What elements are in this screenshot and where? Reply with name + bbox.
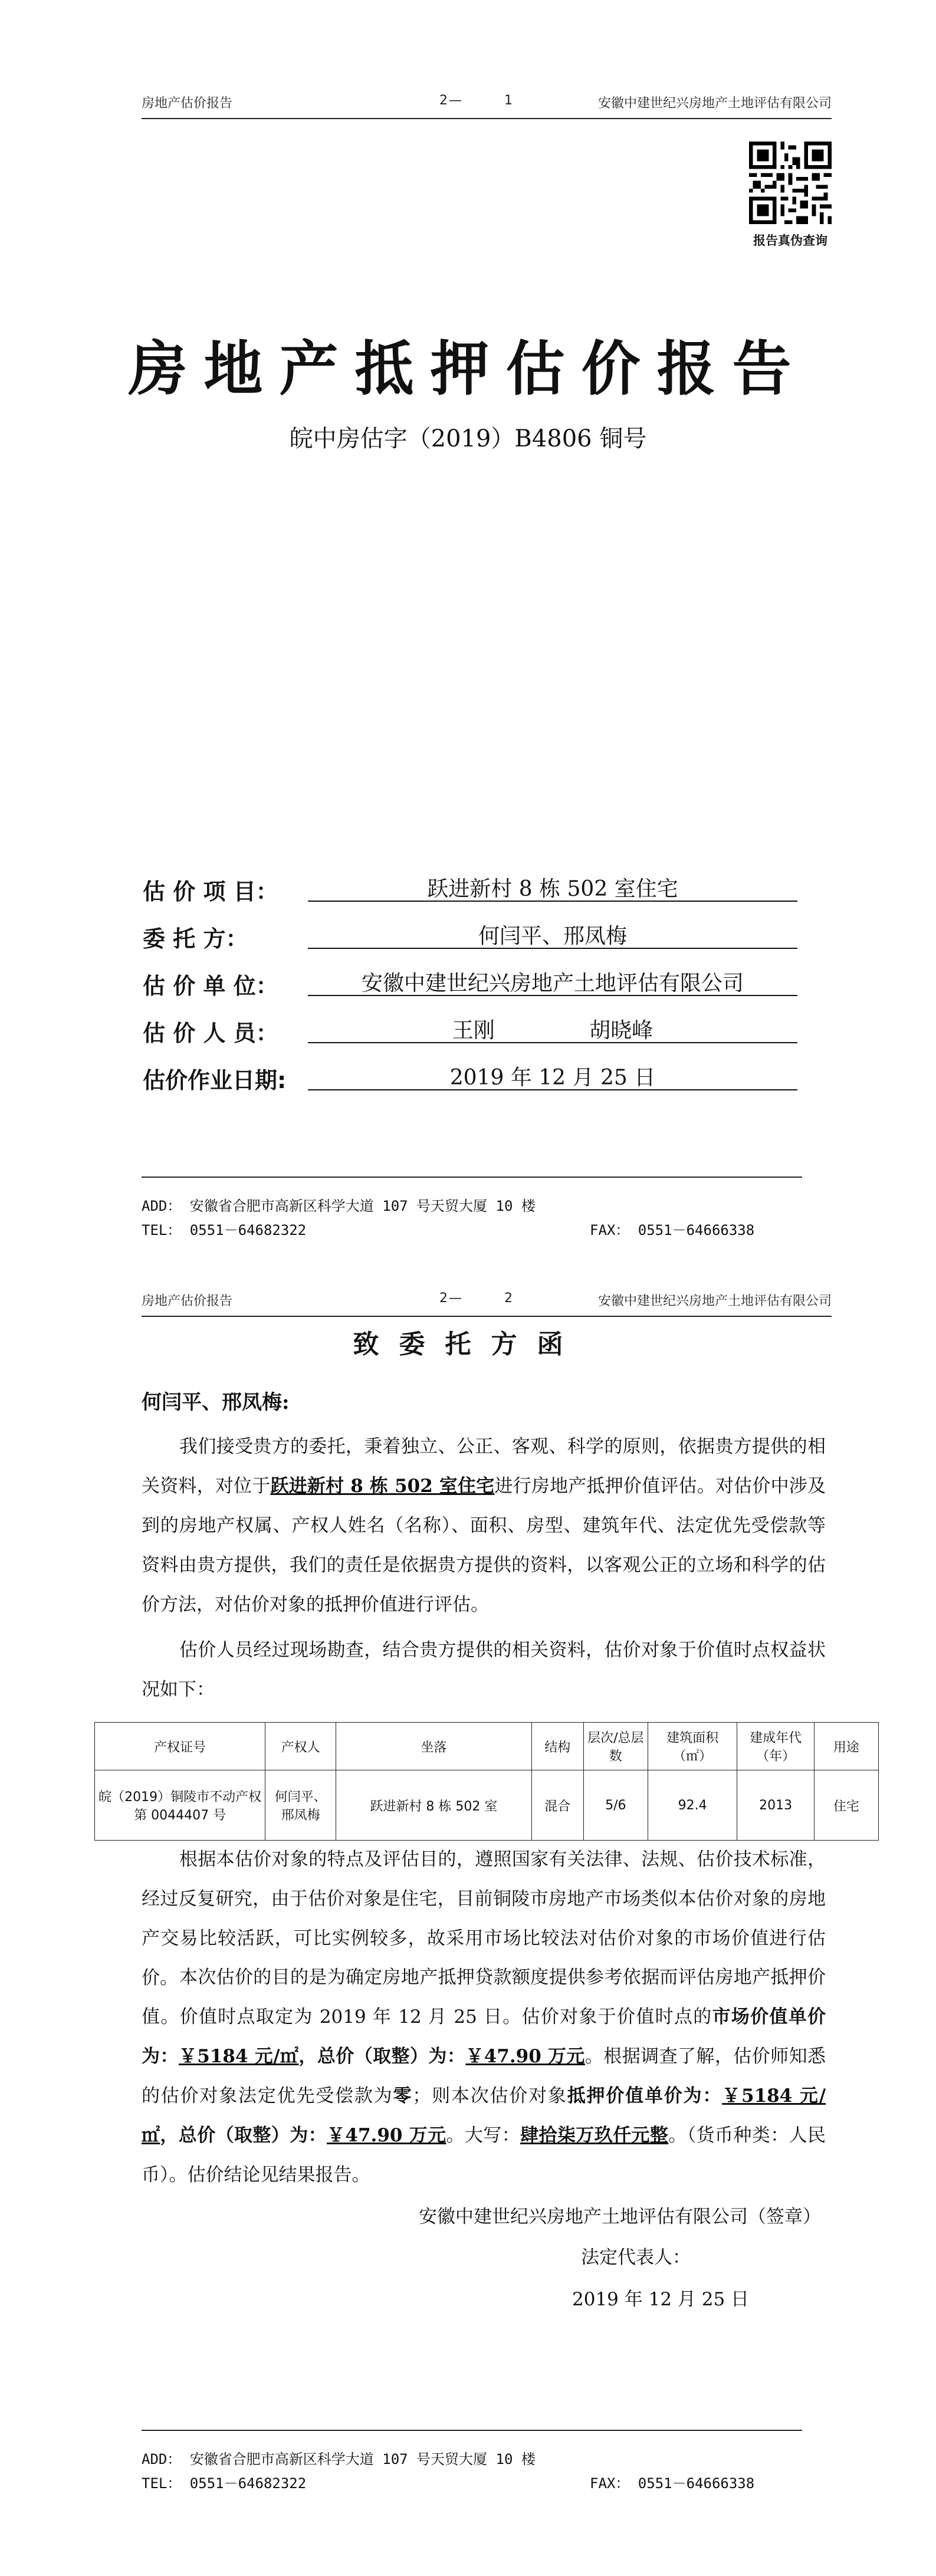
footer-fax: FAX： 0551－64666338	[590, 2475, 755, 2492]
signature-company: 安徽中建世纪兴房地产土地评估有限公司（签章）	[419, 2206, 821, 2227]
column-header: 结构	[531, 1723, 583, 1770]
info-row-project	[143, 870, 797, 905]
header-page-number: 2— 1	[439, 93, 514, 108]
info-label: 估 价 项 目：	[143, 879, 278, 905]
table-header-row	[95, 1723, 879, 1770]
info-row-appraisers	[143, 1011, 797, 1047]
footer-divider	[142, 2430, 802, 2431]
info-row-appraiser-unit	[143, 964, 797, 1000]
cell-floor: 5/6	[583, 1770, 648, 1841]
info-label: 估价作业日期:	[143, 1067, 287, 1093]
cell-location: 跃进新村 8 栋 502 室	[336, 1770, 532, 1841]
info-label: 委 托 方：	[143, 926, 248, 952]
info-row-client	[143, 917, 797, 952]
header-report-type: 房地产估价报告	[142, 96, 233, 111]
footer-address: ADD： 安徽省合肥市高新区科学大道 107 号天贸大厦 10 楼	[142, 1198, 536, 1214]
letter-page	[0, 1289, 936, 2576]
paragraph-conclusion: 本次估价的目的是为确定房地产抵押贷款额度提供参考依据而评估房地产抵押价值。价值时点取定为 2019 年 12 月 25 日。估价对象于价值时点的市场价值单价为：￥5184 元/㎡，总价（取整）为：￥47.90 万元。根据调查了解，估价师知悉的估价对象法定优先受偿款为零；则本次估价对象抵押价值单价为：￥5184 元/㎡，总价（取整）为：￥47.90 万元。大写：肆拾柒万玖仟元整。（货币种类：人民币）。估价结论见结果报告。	[142, 1967, 826, 2186]
cell-use: 住宅	[814, 1770, 878, 1841]
footer-fax: FAX： 0551－64666338	[590, 1222, 755, 1238]
paragraph-method: 根据本估价对象的特点及评估目的，遵照国家有关法律、法规、估价技术标准，经过反复研究，由于估价对象是住宅，目前铜陵市房地产市场类似本估价对象的房地产交易比较活跃，可比实例较多，故采用市场比较法对估价对象的市场价值进行估价。	[142, 1849, 826, 1989]
signature-date: 2019 年 12 月 25 日	[572, 2289, 750, 2310]
footer-tel: TEL： 0551－64682322	[142, 1222, 307, 1238]
header-report-type: 房地产估价报告	[142, 1294, 233, 1309]
cell-cert-no: 皖（2019）铜陵市不动产权第 0044407 号	[95, 1770, 265, 1841]
cell-structure: 混合	[531, 1770, 583, 1841]
column-header: 建筑面积（㎡）	[648, 1723, 737, 1770]
column-header: 产权证号	[95, 1723, 265, 1770]
cell-owner: 何闫平、邢凤梅	[265, 1770, 336, 1841]
qr-verify-label: 报告真伪查询	[753, 234, 827, 248]
table-row	[95, 1770, 879, 1841]
page-header	[142, 88, 832, 119]
info-value: 2019 年 12 月 25 日	[308, 1061, 797, 1090]
letter-title: 致委托方函	[353, 1329, 583, 1359]
footer-address: ADD： 安徽省合肥市高新区科学大道 107 号天贸大厦 10 楼	[142, 2451, 536, 2467]
column-header: 建成年代（年）	[737, 1723, 814, 1770]
info-label: 估 价 人 员：	[143, 1020, 278, 1046]
info-label: 估 价 单 位：	[143, 973, 278, 999]
footer-tel: TEL： 0551－64682322	[142, 2475, 307, 2492]
cell-area: 92.4	[648, 1770, 737, 1841]
column-header: 用途	[814, 1723, 878, 1770]
report-title: 房地产抵押估价报告	[128, 334, 808, 403]
signature-legal-rep: 法定代表人：	[581, 2247, 691, 2268]
paragraph-intro: 我们接受贵方的委托，秉着独立、公正、客观、科学的原则，依据贵方提供的相关资料，对位于跃进新村 8 栋 502 室住宅进行房地产抵押价值评估。对估价中涉及到的房地产权属、产权人姓名（名称）、面积、房型、建筑年代、法定优先受偿款等资料由贵方提供，我们的责任是依据贵方提供的资料，以客观公正的立场和科学的估价方法，对估价对象的抵押价值进行评估。	[142, 1436, 826, 1615]
header-company: 安徽中建世纪兴房地产土地评估有限公司	[597, 96, 832, 111]
qr-code-icon[interactable]	[749, 142, 832, 224]
info-value: 跃进新村 8 栋 502 室住宅	[308, 872, 797, 902]
info-value: 何闫平、邢凤梅	[308, 919, 797, 949]
report-number: 皖中房估字（2019）B4806 铜号	[289, 425, 647, 452]
page-header	[142, 1286, 832, 1317]
column-header: 坐落	[336, 1723, 532, 1770]
info-value: 安徽中建世纪兴房地产土地评估有限公司	[308, 967, 797, 996]
property-rights-table	[94, 1722, 879, 1841]
cell-year: 2013	[737, 1770, 814, 1841]
salutation: 何闫平、邢凤梅:	[142, 1391, 290, 1414]
column-header: 产权人	[265, 1723, 336, 1770]
info-value: 王刚 胡晓峰	[308, 1014, 797, 1043]
paragraph-inspection: 估价人员经过现场勘查，结合贵方提供的相关资料，估价对象于价值时点权益状况如下：	[142, 1639, 826, 1700]
column-header: 层次/总层数	[583, 1723, 648, 1770]
header-company: 安徽中建世纪兴房地产土地评估有限公司	[597, 1294, 832, 1309]
footer-divider	[142, 1177, 802, 1178]
info-row-date	[143, 1059, 797, 1094]
header-page-number: 2— 2	[439, 1291, 514, 1306]
